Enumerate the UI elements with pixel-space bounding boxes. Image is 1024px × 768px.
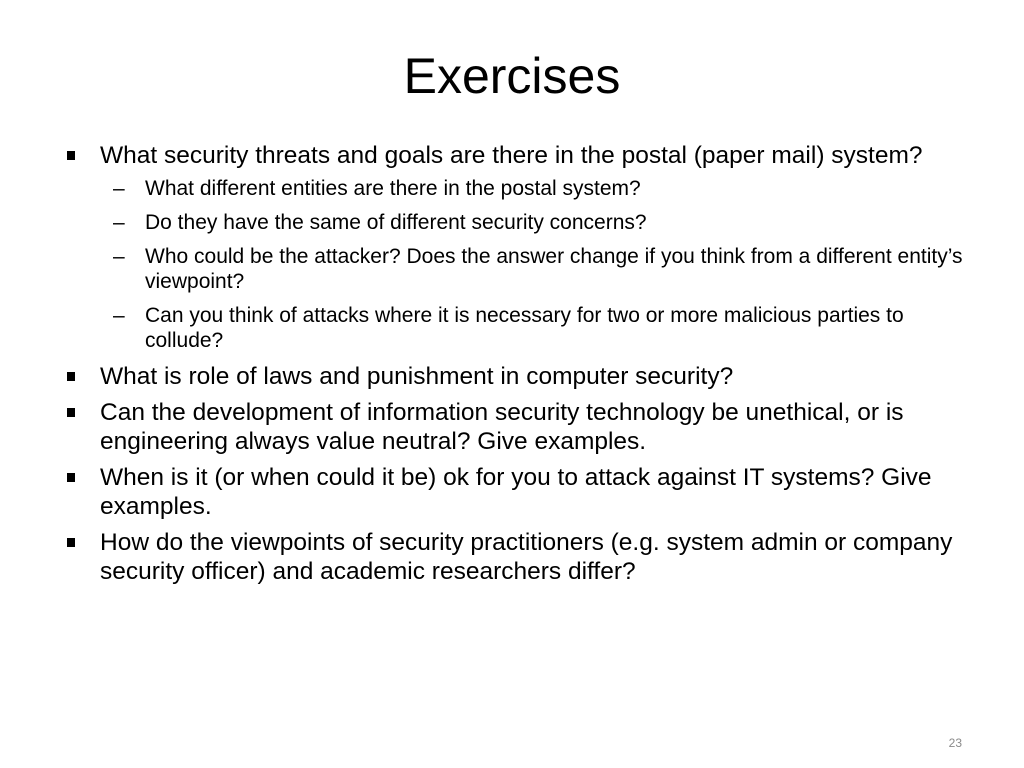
bullet-item — [60, 362, 965, 391]
bullet-item — [60, 398, 965, 456]
sub-bullet-item — [100, 176, 965, 201]
dash-bullet-icon: – — [113, 304, 125, 327]
bullet-text: How do the viewpoints of security practitioners (e.g. system admin or company security officer) and academic researchers differ? — [100, 529, 953, 585]
dash-bullet-icon: – — [113, 211, 125, 234]
sub-bullet-list — [100, 176, 965, 353]
square-bullet-icon — [67, 151, 75, 160]
bullet-text: What security threats and goals are there in the postal (paper mail) system? — [100, 142, 923, 169]
bullet-text: What is role of laws and punishment in computer security? — [100, 363, 734, 390]
sub-bullet-text: What different entities are there in the postal system? — [145, 177, 641, 200]
square-bullet-icon — [67, 538, 75, 547]
bullet-item — [60, 463, 965, 521]
slide-title: Exercises — [403, 48, 621, 104]
bullet-text: When is it (or when could it be) ok for you to attack against IT systems? Give examples. — [100, 464, 932, 520]
page-number: 23 — [948, 736, 962, 750]
square-bullet-icon — [67, 408, 75, 417]
sub-bullet-text: Do they have the same of different security concerns? — [145, 211, 647, 234]
bullet-item — [60, 528, 965, 586]
square-bullet-icon — [67, 473, 75, 482]
dash-bullet-icon: – — [113, 177, 125, 200]
bullet-text: Can the development of information security technology be unethical, or is engineering always value neutral? Give examples. — [100, 399, 904, 455]
sub-bullet-item — [100, 244, 965, 294]
bullet-list — [60, 141, 965, 593]
sub-bullet-text: Can you think of attacks where it is necessary for two or more malicious parties to collude? — [145, 304, 904, 352]
sub-bullet-text: Who could be the attacker? Does the answer change if you think from a different entity’s viewpoint? — [145, 245, 963, 293]
dash-bullet-icon: – — [113, 245, 125, 268]
sub-bullet-item — [100, 210, 965, 235]
square-bullet-icon — [67, 372, 75, 381]
bullet-item — [60, 141, 965, 353]
sub-bullet-item — [100, 303, 965, 353]
